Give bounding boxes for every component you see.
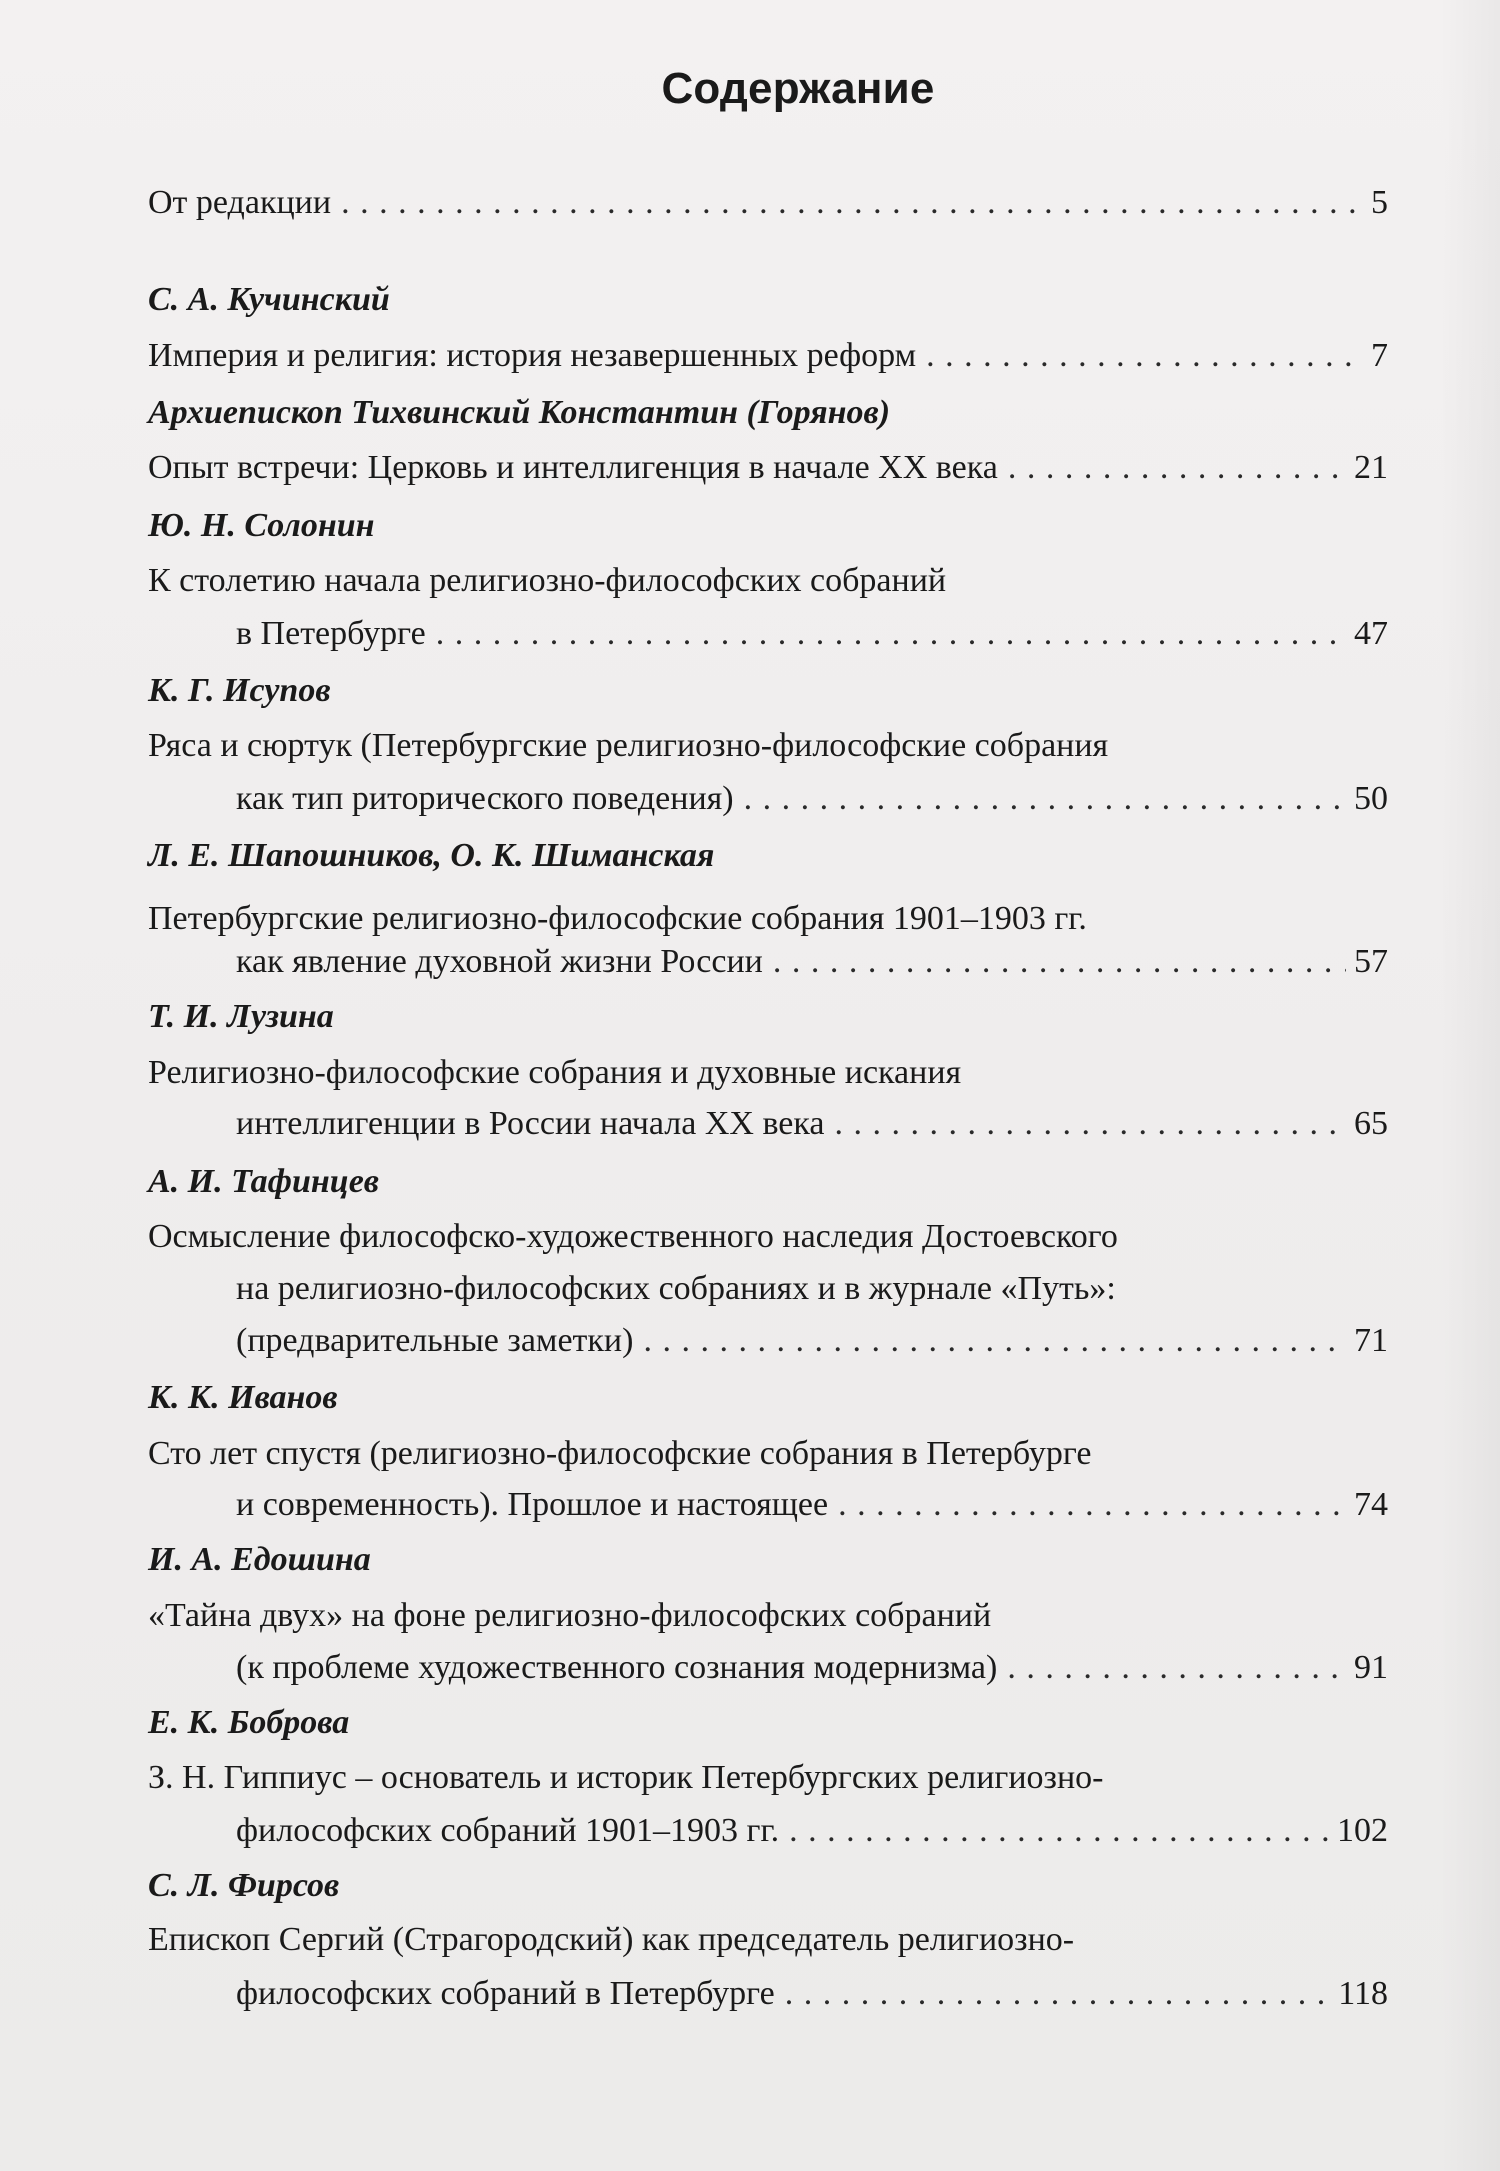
toc-entry-title: Петербургские религиозно-философские собрания 1901–1903 гг. [148,900,1087,937]
page-number: 91 [1354,1649,1388,1686]
toc-entry-line [148,334,1388,378]
dot-leader [773,940,1346,984]
toc-entry-title: Империя и религия: история незавершенных реформ [148,337,917,374]
page-title: Содержание [661,64,935,113]
toc-author: С. Л. Фирсов [148,1867,340,1904]
dot-leader [835,1102,1347,1146]
toc-author: К. К. Иванов [148,1379,338,1416]
toc-entry-title: Сто лет спустя (религиозно-философские собрания в Петербурге [148,1435,1092,1472]
toc-entry-title-cont: в Петербурге [236,615,426,652]
page-number: 50 [1354,780,1388,817]
page-number: 74 [1354,1486,1388,1523]
toc-entry-title-cont: (предварительные заметки) [236,1322,634,1359]
toc-entry-title: К столетию начала религиозно-философских собраний [148,562,947,599]
toc-entry-title-cont: интеллигенции в России начала XX века [236,1105,825,1142]
page-number: 102 [1337,1812,1388,1849]
dot-leader [785,1972,1330,2016]
toc-entry-line [148,1051,1388,1095]
toc-entry-line [236,1809,1388,1853]
page-number: 47 [1354,615,1388,652]
toc-entry-title-cont: как явление духовной жизни России [236,943,763,980]
toc-entry-title: Опыт встречи: Церковь и интеллигенция в начале XX века [148,449,998,486]
page-number: 5 [1371,184,1388,221]
toc-entry-line [148,1918,1388,1962]
dot-leader [1007,1646,1346,1690]
toc-entry-line [236,1267,1388,1311]
toc-author: А. И. Тафинцев [148,1163,379,1200]
toc-entry-title-cont: философских собраний 1901–1903 гг. [236,1812,780,1849]
toc-entry-line [236,777,1388,821]
page-number: 118 [1338,1975,1388,2012]
dot-leader [744,777,1346,821]
toc-entry-line [148,1215,1388,1259]
toc-author: К. Г. Исупов [148,672,331,709]
toc-entry-line [236,1319,1388,1363]
toc-entry-line [148,181,1388,225]
toc-entry-title-cont: (к проблеме художественного сознания модернизма) [236,1649,998,1686]
toc-entry-line [236,612,1388,656]
page-number: 7 [1371,337,1388,374]
toc-entry-title: Епископ Сергий (Страгородский) как председатель религиозно- [148,1921,1075,1958]
dot-leader [926,334,1363,378]
dot-leader [436,612,1346,656]
toc-entry-line [236,940,1388,984]
toc-author: Ю. Н. Солонин [148,507,375,544]
toc-entry-title-cont: на религиозно-философских собраниях и в журнале «Путь»: [236,1270,1116,1307]
page-number: 71 [1354,1322,1388,1359]
toc-entry-line [148,724,1388,768]
toc-author: И. А. Едошина [148,1541,371,1578]
dot-leader [1008,446,1346,490]
toc-entry-line [236,1972,1388,2016]
page-edge-shadow [1440,0,1500,2171]
page-number: 57 [1354,943,1388,980]
toc-entry-line [236,1102,1388,1146]
toc-entry-title: От редакции [148,184,332,221]
toc-author: Е. К. Боброва [148,1704,350,1741]
toc-entry-title: З. Н. Гиппиус – основатель и историк Петербургских религиозно- [148,1759,1104,1796]
toc-entry-title: Осмысление философско-художественного наследия Достоевского [148,1218,1118,1255]
dot-leader [789,1809,1329,1853]
toc-entry-line [148,1756,1388,1800]
page-number: 65 [1354,1105,1388,1142]
dot-leader [341,181,1363,225]
toc-author: Л. Е. Шапошников, О. К. Шиманская [148,837,715,874]
toc-entry-title: Религиозно-философские собрания и духовные искания [148,1054,962,1091]
toc-entry-line [148,1594,1388,1638]
toc-entry-title-cont: как тип риторического поведения) [236,780,734,817]
dot-leader [838,1483,1346,1527]
toc-entry-line [236,1483,1388,1527]
dot-leader [643,1319,1346,1363]
toc-entry-line [148,446,1388,490]
page-number: 21 [1354,449,1388,486]
toc-author: Т. И. Лузина [148,998,334,1035]
toc-entry-title-cont: философских собраний в Петербурге [236,1975,775,2012]
toc-entry-line [148,1432,1388,1476]
toc-entry-line [148,897,1388,941]
toc-entry-line [148,559,1388,603]
toc-author: Архиепископ Тихвинский Константин (Горянов) [148,394,891,431]
toc-entry-title: Ряса и сюртук (Петербургские религиозно-философские собрания [148,727,1109,764]
toc-entry-line [236,1646,1388,1690]
toc-entry-title-cont: и современность). Прошлое и настоящее [236,1486,829,1523]
toc-author: С. А. Кучинский [148,281,390,318]
toc-entry-title: «Тайна двух» на фоне религиозно-философских собраний [148,1597,992,1634]
